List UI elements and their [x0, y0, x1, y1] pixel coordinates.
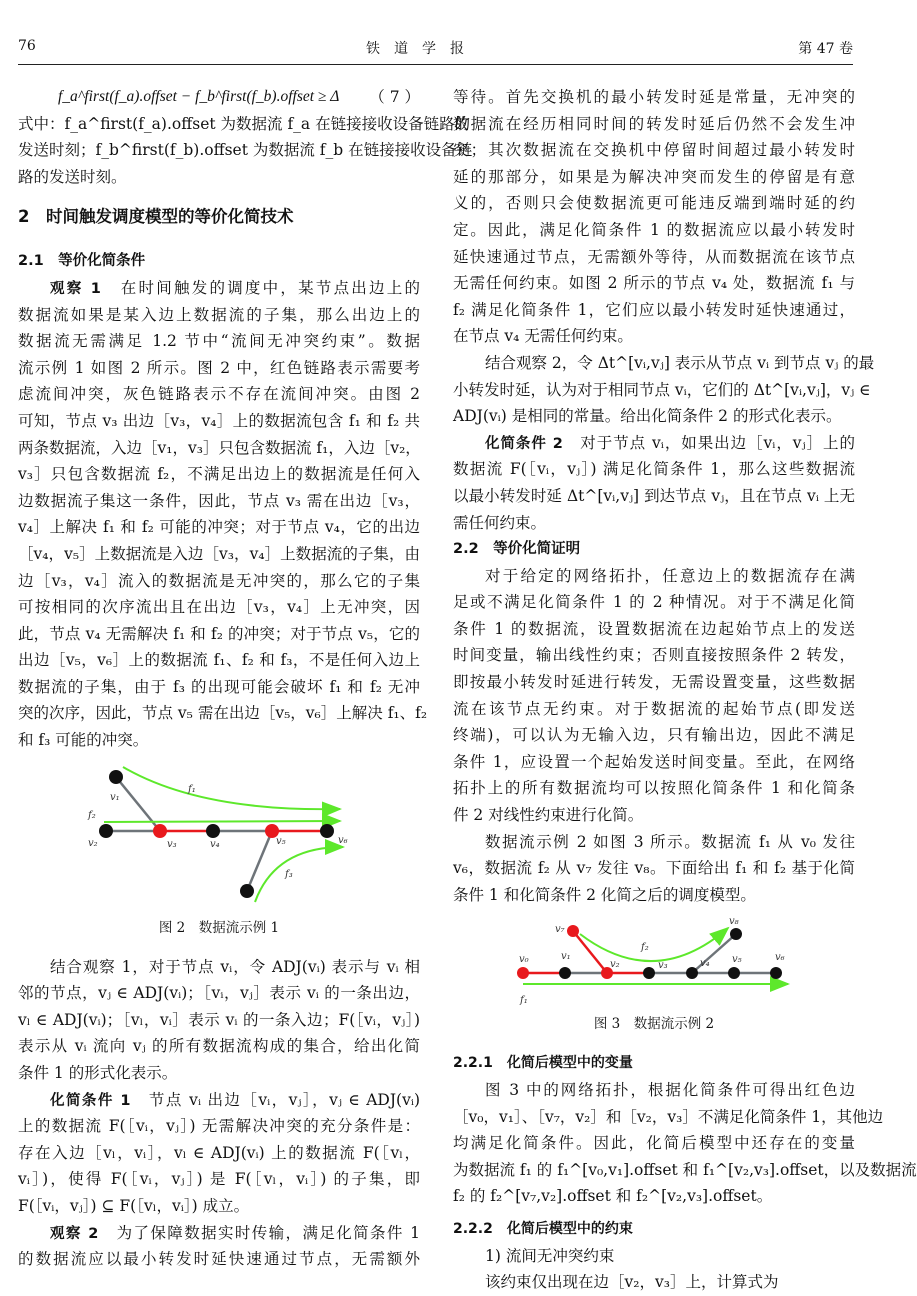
line-text: 对于节点 vᵢ，如果出边［vᵢ，vⱼ］上的 — [562, 433, 856, 452]
line-text: 时间变量，输出线性约束；否则直接按照条件 2 转发， — [453, 646, 855, 665]
text-line — [453, 696, 855, 723]
text-line — [453, 882, 855, 909]
line-text: 即按最小转发时延进行转发，无需设置变量，这些数据 — [453, 673, 855, 692]
line-text: 1) 流间无冲突约束 — [485, 1246, 615, 1265]
line-text: 以最小转发时延 Δt^[vᵢ,vⱼ] 到达节点 vⱼ，且在节点 vᵢ 上无 — [453, 486, 855, 505]
text-line — [453, 297, 855, 324]
line-text: vₗ ∈ ADJ(vᵢ)；［vₗ，vᵢ］表示 vᵢ 的一条入边；F(［vᵢ，vⱼ］) — [18, 1010, 420, 1029]
label-f3: f₃ — [285, 868, 293, 880]
label-v2: v₂ — [610, 959, 620, 971]
line-text: 流示例 1 如图 2 所示。图 2 中，红色链路表示需要考 — [18, 358, 420, 377]
header-rule — [18, 64, 853, 65]
text-line — [453, 802, 855, 829]
line-text: 结合观察 2，令 Δt^[vᵢ,vⱼ] 表示从节点 vᵢ 到节点 vⱼ 的最 — [485, 353, 875, 372]
run-in-heading: 观察 1 — [50, 280, 101, 297]
line-text: 可知，节点 v₃ 出边［v₃，v₄］上的数据流包含 f₁ 和 f₂ 共 — [18, 411, 420, 430]
node-v1 — [559, 967, 571, 979]
line-text: 条件 1 的数据流，设置数据流在边起始节点上的发送 — [453, 619, 855, 638]
text-line — [453, 323, 855, 350]
text-line — [18, 727, 420, 754]
text-line — [18, 355, 420, 382]
flow-f1 — [123, 767, 340, 809]
text-line — [453, 855, 855, 882]
edge-v5-v7 — [247, 831, 272, 891]
line-text: 结合观察 1，对于节点 vᵢ，令 ADJ(vᵢ) 表示与 vᵢ 相 — [50, 957, 420, 976]
line-text: 条件 1 和化简条件 2 化简之后的调度模型。 — [453, 885, 756, 904]
text-line — [18, 541, 420, 568]
figure-2 — [18, 764, 420, 940]
text-line — [453, 589, 855, 616]
label-v5: v₅ — [732, 954, 742, 966]
page-number: 76 — [18, 38, 36, 54]
text-line — [18, 594, 420, 621]
text-line — [18, 674, 420, 701]
line-text: 在时间触发的调度中，某节点出边上的 — [100, 278, 420, 297]
line-text: 上的数据流 F(［vᵢ，vⱼ］) 无需解决冲突的充分条件是： — [18, 1117, 420, 1136]
line-text: 终端)，可以认为无输入边，只有输出边，因此不满足 — [453, 726, 855, 745]
text-line — [453, 642, 855, 669]
text-line — [453, 1157, 917, 1184]
text-line — [453, 270, 855, 297]
text-line — [18, 1246, 420, 1273]
line-text: ［v₄，v₅］上数据流是入边［v₃，v₄］上数据流的子集，由 — [18, 544, 420, 563]
line-text: 图 3 中的网络拓扑，根据化简条件可得出红色边 — [485, 1081, 855, 1099]
label-v4: v₄ — [700, 958, 710, 970]
label-v6: v₆ — [775, 952, 785, 964]
line-text: 和 f₃ 可能的冲突。 — [18, 731, 149, 750]
text-line — [453, 669, 855, 696]
line-text: 延快速通过节点，无需额外等待，从而数据流在该节点 — [453, 247, 855, 266]
label-f2: f₂ — [641, 942, 649, 954]
label-v3: v₃ — [167, 838, 177, 850]
line-text: 为数据流 f₁ 的 f₁^[v₀,v₁].offset 和 f₁^[v₂,v₃].offset，以及数据流 — [453, 1160, 917, 1179]
left-column — [18, 84, 473, 1273]
figure-3-diagram — [453, 916, 855, 1008]
line-text: 对于给定的网络拓扑，任意边上的数据流存在满 — [485, 566, 855, 585]
text-line — [18, 1007, 420, 1034]
node-v1 — [109, 770, 123, 784]
line-text: 突的次序，因此，节点 v₅ 需在出边［v₅，v₆］上解决 f₁、f₂ — [18, 704, 428, 723]
label-f1: f₁ — [188, 783, 196, 795]
line-text: ［v₀，v₁］、［v₇，v₂］和［v₂，v₃］不满足化简条件 1，其他边 — [453, 1107, 884, 1126]
line-text: 数据流如果是某入边上数据流的子集，那么出边上的 — [18, 305, 420, 324]
run-in-heading: 观察 2 — [50, 1225, 99, 1242]
text-line — [18, 302, 420, 329]
figure-2-diagram — [18, 764, 420, 912]
text-line — [453, 350, 875, 377]
line-text: 节点 vᵢ 出边［vᵢ，vⱼ］，vⱼ ∈ ADJ(vᵢ) — [130, 1090, 421, 1109]
section-heading: 2 时间触发调度模型的等价化简技术 — [18, 207, 294, 227]
run-in-heading: 化简条件 2 — [485, 435, 563, 452]
node-v3 — [153, 824, 167, 838]
label-v6: v₆ — [338, 834, 348, 846]
line-text: 拓扑上的所有数据流均可以按照化简条件 1 和化简条 — [453, 779, 855, 798]
text-line — [18, 514, 420, 541]
text-line — [453, 1243, 855, 1270]
text-line — [453, 722, 855, 749]
text-line — [18, 408, 420, 435]
line-text: 邻的节点，vⱼ ∈ ADJ(vᵢ)；［vᵢ，vⱼ］表示 vᵢ 的一条出边， — [18, 984, 420, 1003]
text-line — [453, 563, 855, 590]
line-text: 义的，否则只会使数据流更可能违反端到端时延的约 — [453, 194, 855, 213]
text-line — [453, 749, 855, 776]
text-line — [453, 616, 855, 643]
text-line — [453, 111, 855, 138]
label-v0: v₀ — [519, 954, 529, 966]
text-line — [18, 275, 420, 302]
text-line — [453, 456, 855, 483]
text-line — [453, 1183, 855, 1210]
text-line — [18, 1140, 420, 1167]
line-text: 的数据流应以最小转发时延快速通过节点，无需额外 — [18, 1250, 420, 1269]
line-text: 存在入边［vₗ，vᵢ］，vₗ ∈ ADJ(vᵢ) 上的数据流 F(［vₗ， — [18, 1143, 420, 1162]
label-v1: v₁ — [561, 951, 571, 963]
line-text: 突；其次数据流在交换机中停留时间超过最小转发时 — [453, 141, 855, 160]
node-v6 — [770, 967, 782, 979]
subsection-heading: 2.2.2 化简后模型中的约束 — [453, 1220, 633, 1237]
node-v8 — [730, 928, 742, 940]
line-text: vᵢ］)，使得 F(［vᵢ，vⱼ］) 是 F(［vₗ，vᵢ］) 的子集，即 — [18, 1170, 420, 1189]
label-v4: v₄ — [210, 838, 220, 850]
text-line — [18, 1033, 420, 1060]
text-line — [18, 1060, 420, 1087]
text-line — [453, 84, 855, 111]
line-text: 条件 1，应设置一个起始发送时间变量。至此，在网络 — [453, 752, 855, 771]
flow-f2 — [580, 928, 728, 961]
subsection-heading: 2.2 等价化简证明 — [453, 541, 581, 558]
line-text: 式中：f_a^first(f_a).offset 为数据流 f_a 在链接接收设备链路的 — [18, 114, 471, 133]
text-line — [18, 954, 420, 981]
line-text: v₃］只包含数据流 f₂，不满足出边上的数据流是任何入 — [18, 465, 420, 484]
line-text: 两条数据流，入边［v₁，v₃］只包含数据流 f₁，入边［v₂， — [18, 438, 421, 457]
flow-f2 — [104, 821, 340, 822]
text-line — [453, 510, 855, 537]
node-v0 — [517, 967, 529, 979]
text-line — [453, 430, 855, 457]
line-text: 虑流间冲突，灰色链路表示不存在流间冲突。由图 2 — [18, 385, 420, 404]
node-v7 — [567, 925, 579, 937]
line-text: 数据流的子集，由于 f₃ 的出现可能会破坏 f₁ 和 f₂ 无冲 — [18, 677, 420, 696]
line-text: 需任何约束。 — [453, 513, 547, 532]
text-line — [18, 647, 420, 674]
text-line — [453, 1077, 855, 1104]
edge-v7-v2 — [573, 931, 607, 973]
text-line — [18, 461, 420, 488]
text-line — [18, 111, 471, 138]
node-v4 — [686, 967, 698, 979]
line-text: 路的发送时刻。 — [18, 167, 127, 186]
text-line — [453, 1269, 855, 1296]
equation-number: （ 7 ） — [369, 88, 420, 106]
text-line — [18, 621, 420, 648]
text-line — [18, 164, 420, 191]
line-text: 均满足化简条件。因此，化简后模型中还存在的变量 — [453, 1134, 855, 1153]
text-line — [18, 1087, 420, 1114]
line-text: 无需任何约束。如图 2 所示的节点 v₄ 处，数据流 f₁ 与 — [453, 274, 855, 293]
line-text: 延的那部分，如果是为解决冲突而发生的停留是有意 — [453, 167, 855, 186]
label-v7: v₇ — [555, 924, 565, 936]
line-text: 数据流在经历相同时间的转发时延后仍然不会发生冲 — [453, 114, 855, 133]
node-v4 — [206, 824, 220, 838]
label-f2: f₂ — [88, 809, 96, 821]
text-line — [18, 1220, 420, 1247]
node-v2 — [99, 824, 113, 838]
line-text: v₆，数据流 f₂ 从 v₇ 发往 v₈。下面给出 f₁ 和 f₂ 基于化简 — [453, 859, 855, 878]
line-text: 条件 1 的形式化表示。 — [18, 1064, 178, 1083]
line-text: 边数据流子集这一条件，因此，节点 v₃ 需在出边［v₃， — [18, 491, 420, 510]
line-text: 足或不满足化简条件 1 的 2 种情况。对于不满足化简 — [453, 593, 855, 612]
node-v6 — [320, 824, 334, 838]
line-text: 边［v₃，v₄］流入的数据流是无冲突的，那么它的子集 — [18, 571, 420, 590]
journal-title: 铁 道 学 报 — [366, 41, 464, 57]
text-line — [18, 1113, 420, 1140]
line-text: 流在该节点无约束。对于数据流的起始节点(即发送 — [453, 699, 855, 718]
line-text: 数据流示例 2 如图 3 所示。数据流 f₁ 从 v₀ 发往 — [485, 832, 855, 851]
line-text: 此，节点 v₄ 无需解决 f₁ 和 f₂ 的冲突；对于节点 v₅，它的 — [18, 624, 420, 643]
text-line — [18, 435, 420, 462]
text-line — [18, 488, 420, 515]
text-line — [453, 775, 855, 802]
text-line — [453, 137, 855, 164]
line-text: 件 2 对线性约束进行化简。 — [453, 806, 644, 825]
text-line — [453, 829, 855, 856]
line-text: 发送时刻；f_b^first(f_b).offset 为数据流 f_b 在链接接收设备链 — [18, 141, 473, 160]
text-line — [453, 164, 855, 191]
label-f1: f₁ — [520, 995, 528, 1007]
text-line — [18, 1193, 420, 1220]
line-text: 等待。首先交换机的最小转发时延是常量，无冲突的 — [453, 88, 855, 106]
line-text: F(［vᵢ，vⱼ］) ⊆ F(［vₗ，vᵢ］) 成立。 — [18, 1197, 250, 1215]
line-text: 出边［v₅，v₆］上的数据流 f₁、f₂ 和 f₃，不是任何入边上 — [18, 651, 420, 670]
line-text: 定。因此，满足化简条件 1 的数据流应以最小转发时 — [453, 220, 855, 239]
equation-7 — [18, 84, 420, 111]
line-text: 表示从 vᵢ 流向 vⱼ 的所有数据流构成的集合，给出化简 — [18, 1037, 420, 1056]
line-text: 该约束仅出现在边［v₂，v₃］上，计算式为 — [485, 1273, 779, 1292]
figure-3 — [453, 916, 855, 1036]
text-line — [453, 403, 855, 430]
text-line — [18, 381, 420, 408]
right-column — [453, 84, 917, 1296]
text-line — [18, 1166, 420, 1193]
figure-3-caption: 图 3 数据流示例 2 — [593, 1016, 715, 1033]
line-text: 为了保障数据实时传输，满足化简条件 1 — [98, 1223, 420, 1242]
line-text: 数据流无需满足 1.2 节中“流间无冲突约束”。数据 — [18, 332, 420, 351]
text-line — [453, 377, 871, 404]
line-text: 数据流 F(［vᵢ，vⱼ］) 满足化简条件 1，那么这些数据流 — [453, 460, 855, 479]
subsection-heading: 2.2.1 化简后模型中的变量 — [453, 1055, 633, 1072]
text-line — [453, 1104, 884, 1131]
volume: 第 47 卷 — [798, 41, 853, 57]
text-line — [453, 1130, 855, 1157]
text-line — [18, 700, 428, 727]
label-v5: v₅ — [276, 835, 286, 847]
text-line — [18, 328, 420, 355]
line-text: ADJ(vᵢ) 是相同的常量。给出化简条件 2 的形式化表示。 — [453, 407, 842, 426]
label-v3: v₃ — [658, 960, 668, 972]
text-line — [453, 217, 855, 244]
figure-2-caption: 图 2 数据流示例 1 — [158, 919, 280, 936]
node-v5 — [728, 967, 740, 979]
line-text: f₂ 满足化简条件 1，它们应以最小转发时延快速通过， — [453, 300, 855, 319]
text-line — [18, 137, 473, 164]
flow-f3 — [255, 847, 343, 902]
node-v7 — [240, 884, 254, 898]
text-line — [453, 483, 855, 510]
line-text: 小转发时延，认为对于相同节点 vᵢ，它们的 Δt^[vᵢ,vⱼ]，vⱼ ∈ — [453, 380, 871, 399]
subsection-heading: 2.1 等价化简条件 — [18, 253, 146, 270]
text-line — [18, 980, 420, 1007]
line-text: 可按相同的次序流出且在出边［v₃，v₄］上无冲突，因 — [18, 598, 420, 617]
line-text: f₂ 的 f₂^[v₇,v₂].offset 和 f₂^[v₂,v₃].offset。 — [453, 1187, 773, 1206]
line-text: 在节点 v₄ 无需任何约束。 — [453, 327, 633, 346]
label-v8: v₈ — [729, 916, 739, 928]
equation-body: f_a^first(f_a).offset − f_b^first(f_b).offset ≥ Δ — [58, 88, 340, 105]
text-line — [18, 568, 420, 595]
text-line — [453, 244, 855, 271]
label-v1: v₁ — [110, 791, 120, 803]
node-v3 — [643, 967, 655, 979]
text-line — [453, 190, 855, 217]
run-in-heading: 化简条件 1 — [50, 1092, 131, 1109]
label-v2: v₂ — [88, 837, 98, 849]
line-text: v₄］上解决 f₁ 和 f₂ 可能的冲突；对于节点 v₄，它的出边 — [18, 518, 420, 537]
